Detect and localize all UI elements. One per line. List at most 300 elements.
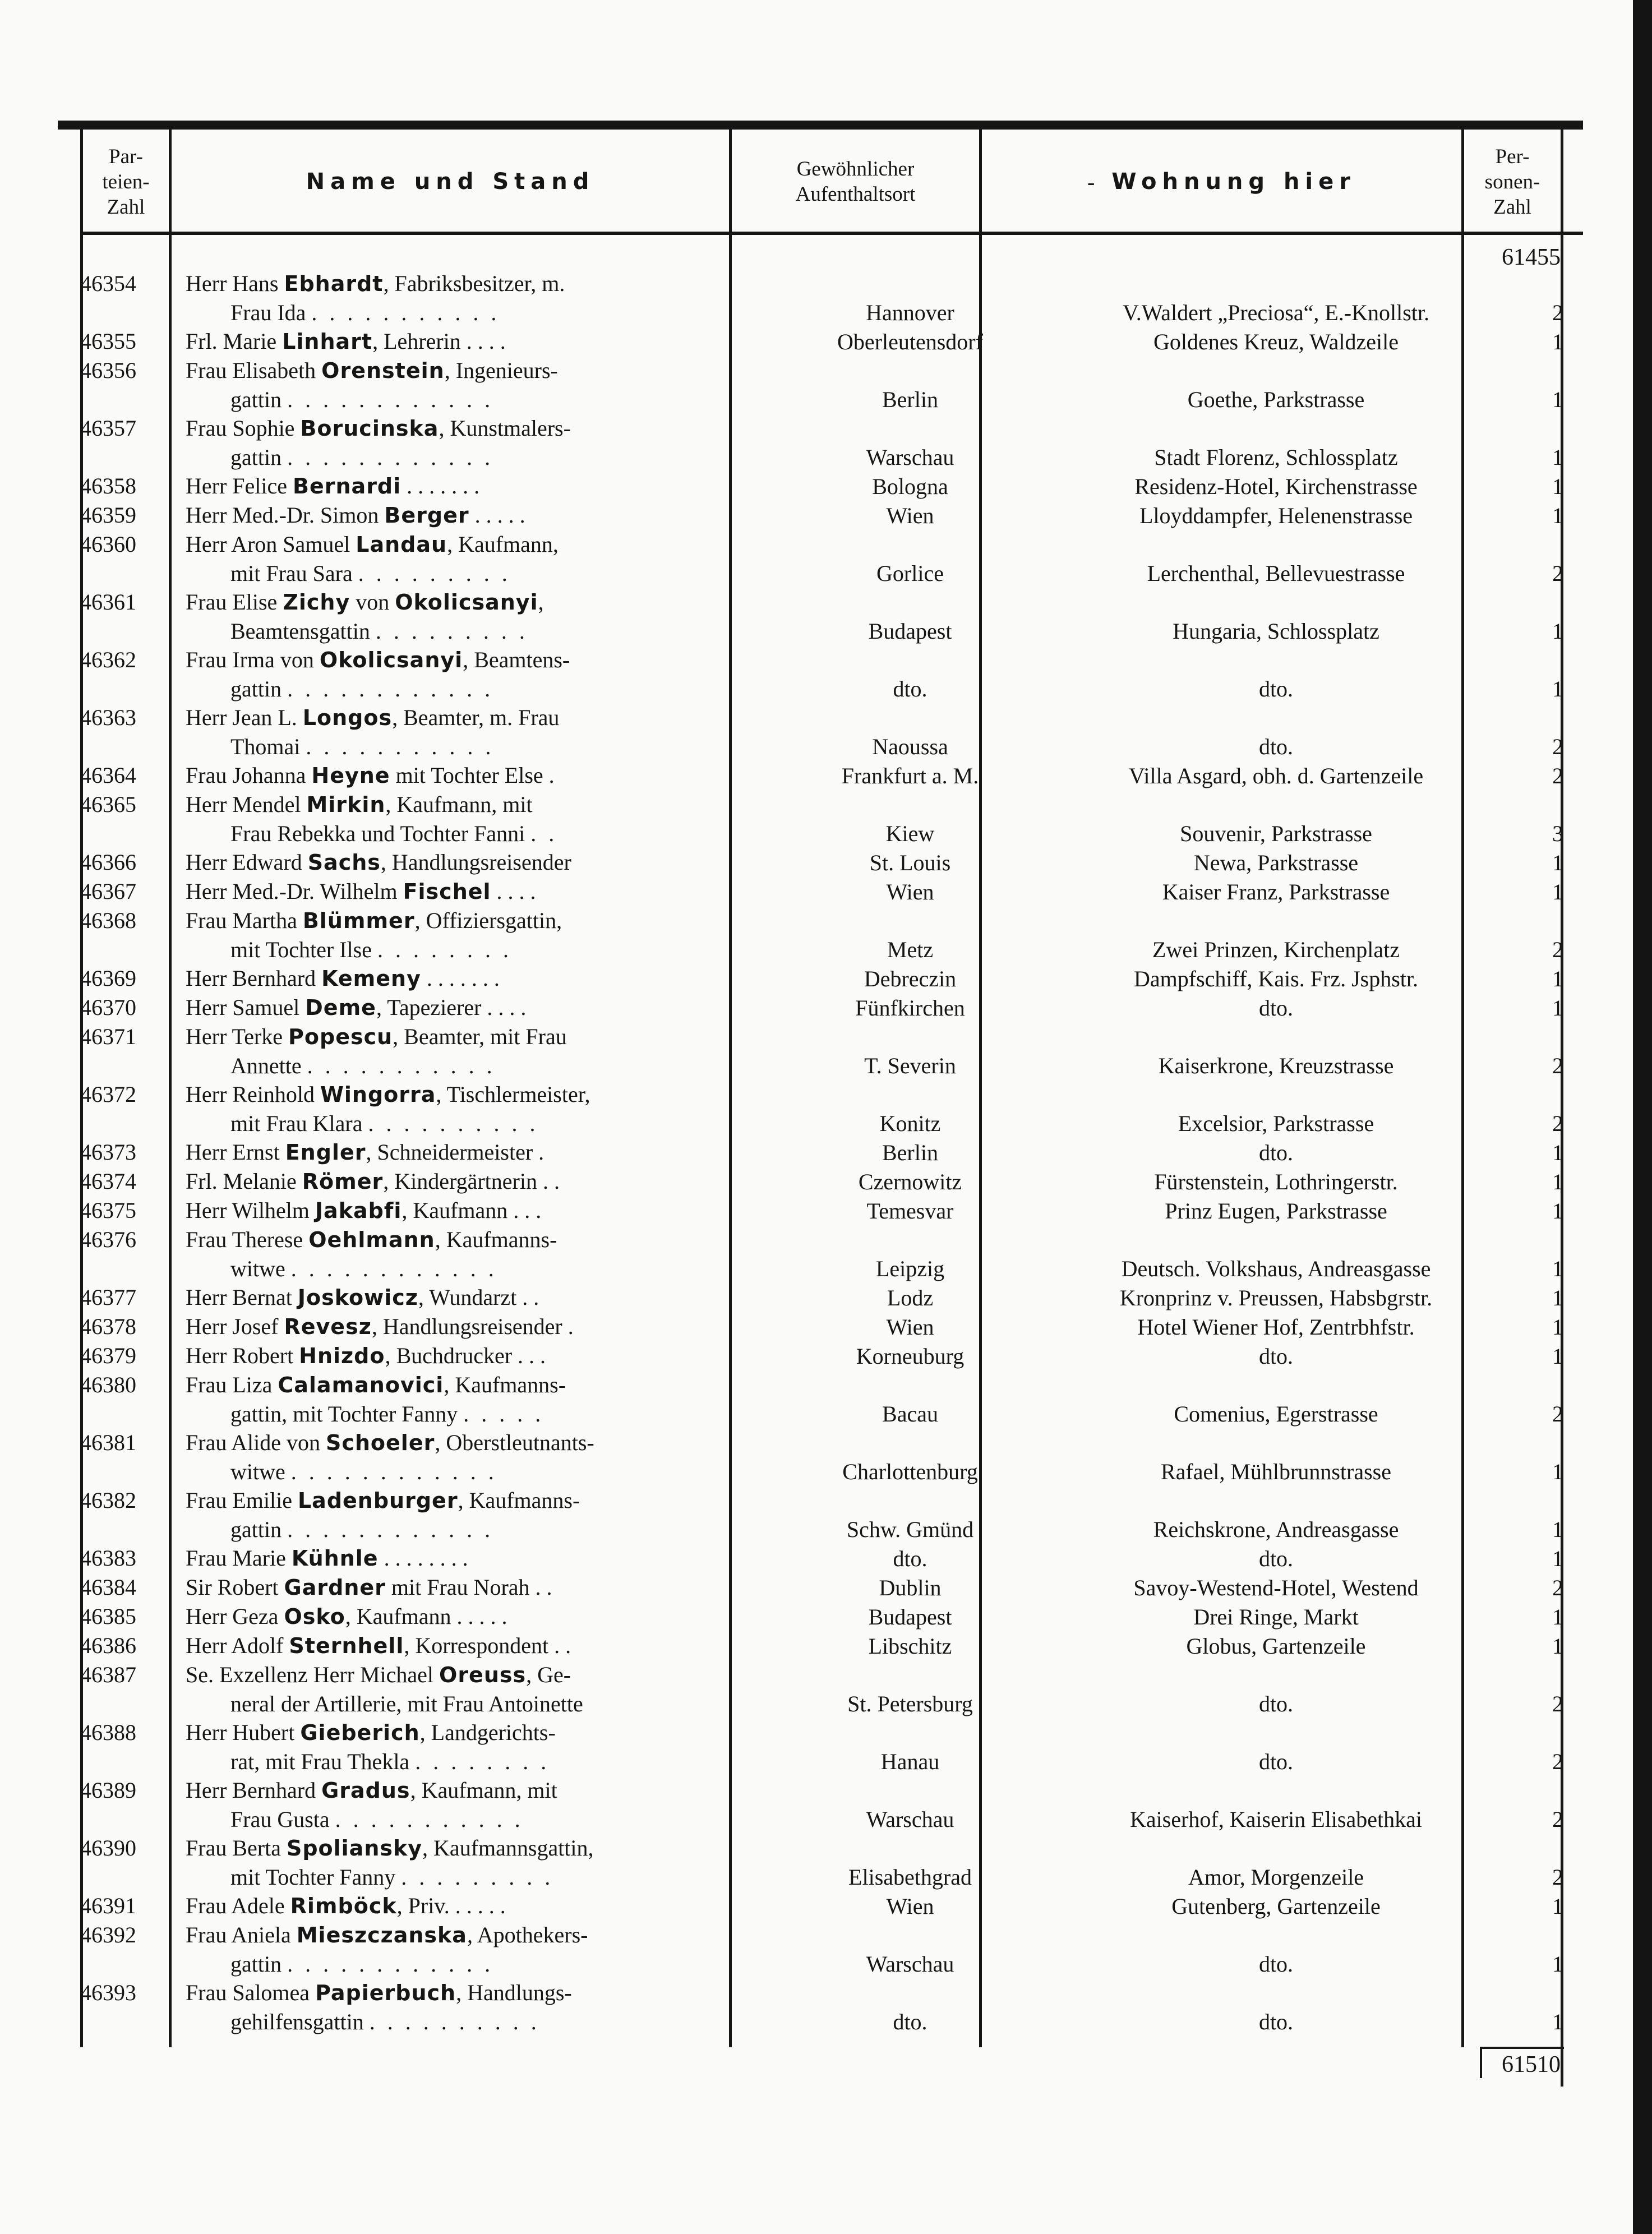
page-sum: 61510	[1480, 2047, 1564, 2078]
surname: Heyne	[311, 763, 390, 788]
usual-residence: Metz	[887, 936, 934, 962]
surname: Oreuss	[439, 1663, 527, 1687]
person-count-cell	[1527, 1167, 1563, 1196]
header-parteien-zahl: Par- teien- Zahl	[102, 145, 150, 219]
person-count-cell	[1527, 1978, 1563, 2036]
name-line	[186, 1167, 560, 1197]
party-number: 46360	[80, 532, 136, 557]
surname: Longos	[302, 705, 393, 730]
table-row	[58, 1283, 1583, 1312]
party-number: 46373	[80, 1139, 136, 1165]
person-count-cell	[1527, 790, 1563, 848]
usual-residence: Kiew	[885, 820, 935, 846]
party-number: 46380	[80, 1372, 136, 1397]
name-line	[186, 1080, 590, 1110]
residence-cell	[790, 1486, 1031, 1544]
surname: Linhart	[282, 329, 373, 354]
lodging-cell	[1045, 1718, 1507, 1776]
lodging-address: Hotel Wiener Hof, Zentrbhfstr.	[1137, 1314, 1415, 1340]
person-count-cell	[1527, 1022, 1563, 1080]
table-row	[58, 1891, 1583, 1921]
party-number: 46367	[80, 879, 136, 904]
person-count: 1	[1552, 1633, 1563, 1659]
party-number-cell	[80, 703, 174, 761]
table-row	[58, 1978, 1583, 2036]
residence-cell	[790, 1544, 1031, 1573]
usual-residence: Schw. Gmünd	[846, 1516, 974, 1542]
surname: Wingorra	[320, 1082, 436, 1107]
lodging-address: Prinz Eugen, Parkstrasse	[1165, 1198, 1387, 1224]
person-count: 1	[1552, 1285, 1563, 1310]
usual-residence: Wien	[886, 502, 934, 528]
surname: Ebhardt	[284, 271, 384, 296]
name-text: , Buchdrucker . . .	[385, 1343, 546, 1368]
header-wohnung-label: Wohnung hier	[1111, 168, 1356, 195]
surname: Jakabfi	[315, 1198, 402, 1223]
name-line	[186, 472, 479, 501]
name-line	[186, 1428, 594, 1458]
person-count: 2	[1552, 299, 1563, 325]
ledger-table	[58, 121, 1583, 2103]
name-text: Herr Hubert	[186, 1720, 301, 1745]
name-text: , Lehrerin . . . .	[372, 329, 506, 354]
table-row	[58, 1921, 1583, 1978]
name-text: , Kaufmanns-	[458, 1488, 580, 1513]
name-text: Se. Exzellenz Herr Michael	[186, 1662, 440, 1687]
table-row	[58, 472, 1583, 501]
usual-residence: Libschitz	[868, 1633, 952, 1659]
party-number-cell	[80, 1776, 174, 1834]
table-row	[58, 790, 1583, 848]
person-count: 1	[1552, 966, 1563, 991]
person-count-cell	[1527, 356, 1563, 414]
name-text: Frau Elisabeth	[186, 358, 322, 383]
table-row	[58, 906, 1583, 964]
party-number-cell	[80, 1370, 174, 1428]
name-line	[186, 1921, 588, 1950]
person-count-cell	[1527, 472, 1563, 501]
party-number: 46389	[80, 1778, 136, 1803]
surname: Engler	[285, 1140, 366, 1165]
leader-dots: . . . . . . . . .	[358, 560, 511, 586]
person-count-cell	[1527, 1370, 1563, 1428]
name-text: Herr Terke	[186, 1024, 289, 1049]
lodging-address: dto.	[1258, 1343, 1294, 1369]
name-cell	[186, 1370, 777, 1428]
party-number-cell	[80, 588, 174, 645]
usual-residence: Charlottenburg	[842, 1458, 978, 1484]
name-line	[186, 877, 536, 907]
surname: Gardner	[284, 1575, 386, 1600]
party-number-cell	[80, 877, 174, 906]
name-text: , Kaufmann, mit	[410, 1778, 557, 1803]
leader-dots: . . . . . . . .	[377, 936, 512, 962]
residence-cell	[790, 1196, 1031, 1225]
residence-cell	[790, 1602, 1031, 1631]
person-count: 2	[1552, 733, 1563, 759]
person-count: 1	[1552, 1256, 1563, 1281]
name-line	[186, 1573, 552, 1603]
name-cell	[186, 906, 777, 964]
name-cell	[186, 1138, 777, 1167]
name-line	[186, 1312, 574, 1342]
person-count: 1	[1552, 1343, 1563, 1369]
person-count: 2	[1552, 1110, 1563, 1136]
name-line	[186, 269, 565, 299]
lodging-address: Amor, Morgenzeile	[1188, 1864, 1364, 1890]
party-number: 46368	[80, 908, 136, 933]
name-text: Herr Bernhard	[186, 966, 322, 991]
lodging-cell	[1045, 906, 1507, 964]
usual-residence: Hannover	[866, 299, 954, 325]
usual-residence: Naoussa	[872, 733, 948, 759]
name-text: , Ingenieurs-	[444, 358, 558, 383]
lodging-cell	[1045, 645, 1507, 703]
person-count-cell	[1527, 1428, 1563, 1486]
top-rule	[58, 121, 1583, 130]
entry-list	[58, 269, 1583, 2036]
name-cell	[186, 1196, 777, 1225]
lodging-address: Reichskrone, Andreasgasse	[1153, 1516, 1399, 1542]
name-text: Frau Sophie	[186, 416, 301, 441]
party-number-cell	[80, 1341, 174, 1370]
table-row	[58, 1225, 1583, 1283]
lodging-cell	[1045, 1370, 1507, 1428]
name-line	[186, 761, 555, 791]
name-text: , Kaufmanns-	[435, 1227, 557, 1252]
usual-residence: Warschau	[866, 444, 954, 470]
leader-dots: . . . . .	[463, 1401, 544, 1427]
name-continuation-text: gattin	[230, 386, 282, 412]
party-number-cell	[80, 1138, 174, 1167]
person-count-cell	[1527, 761, 1563, 790]
usual-residence: Budapest	[868, 1604, 952, 1630]
usual-residence: Berlin	[882, 1139, 938, 1165]
name-continuation-text: mit Tochter Ilse	[230, 936, 372, 962]
residence-cell	[790, 1573, 1031, 1602]
name-text: Herr Felice	[186, 473, 293, 499]
residence-cell	[790, 790, 1031, 848]
person-count-cell	[1527, 1834, 1563, 1891]
person-count: 1	[1552, 1314, 1563, 1340]
name-text: Herr Robert	[186, 1343, 299, 1368]
residence-cell	[790, 1776, 1031, 1834]
residence-cell	[790, 1022, 1031, 1080]
surname: Rimböck	[290, 1894, 397, 1918]
name-line	[186, 1022, 567, 1052]
usual-residence: Leipzig	[875, 1256, 945, 1281]
name-line	[186, 1660, 571, 1690]
person-count: 2	[1552, 560, 1563, 586]
person-count: 1	[1552, 1169, 1563, 1194]
name-continuation	[230, 385, 493, 414]
header-wohnung-hier	[982, 132, 1461, 232]
surname: Borucinska	[300, 416, 439, 441]
party-number-cell	[80, 327, 174, 356]
name-continuation-text: mit Frau Klara	[230, 1110, 363, 1136]
party-number: 46363	[80, 705, 136, 730]
lodging-address: Goldenes Kreuz, Waldzeile	[1153, 329, 1399, 354]
party-number-cell	[80, 1660, 174, 1718]
party-number: 46362	[80, 647, 136, 672]
name-text: . . . . .	[469, 502, 525, 528]
name-text: Herr Jean L.	[186, 705, 303, 730]
name-cell	[186, 1544, 777, 1573]
name-continuation-text: neral der Artillerie, mit Frau Antoinette	[230, 1691, 583, 1716]
leader-dots: . . . . . . . .	[415, 1748, 550, 1774]
name-text: , Handlungsreisender .	[371, 1314, 574, 1339]
person-count-cell	[1527, 327, 1563, 356]
party-number-cell	[80, 993, 174, 1022]
name-text: , Landgerichts-	[419, 1720, 556, 1745]
name-cell	[186, 964, 777, 993]
name-continuation	[230, 1457, 497, 1487]
name-text: , Beamter, mit Frau	[393, 1024, 567, 1049]
name-text: Frau Therese	[186, 1227, 309, 1252]
name-cell	[186, 1891, 777, 1921]
name-text: Frau Emilie	[186, 1488, 298, 1513]
table-row	[58, 964, 1583, 993]
name-text: , Apothekers-	[467, 1922, 588, 1947]
party-number-cell	[80, 1283, 174, 1312]
name-text: mit Tochter Else .	[390, 763, 555, 788]
name-line	[186, 906, 562, 936]
lodging-cell	[1045, 1602, 1507, 1631]
leader-dots: . . . . . . . . . . . .	[290, 1256, 497, 1281]
party-number: 46361	[80, 589, 136, 615]
name-cell	[186, 877, 777, 906]
lodging-address: Stadt Florenz, Schlossplatz	[1154, 444, 1398, 470]
surname: Deme	[305, 995, 376, 1020]
usual-residence: Hanau	[880, 1748, 940, 1774]
person-count-cell	[1527, 1921, 1563, 1978]
lodging-cell	[1045, 588, 1507, 645]
name-cell	[186, 1660, 777, 1718]
person-count: 1	[1552, 386, 1563, 412]
lodging-cell	[1045, 530, 1507, 588]
party-number-cell	[80, 790, 174, 848]
lodging-cell	[1045, 761, 1507, 790]
usual-residence: Gorlice	[876, 560, 944, 586]
lodging-address: Drei Ringe, Markt	[1193, 1604, 1359, 1630]
name-cell	[186, 1312, 777, 1341]
name-line	[186, 1834, 594, 1863]
name-continuation	[230, 1400, 544, 1429]
lodging-cell	[1045, 1544, 1507, 1573]
party-number: 46390	[80, 1835, 136, 1861]
name-cell	[186, 414, 777, 472]
person-count: 2	[1552, 1748, 1563, 1774]
party-number-cell	[80, 848, 174, 877]
table-row	[58, 501, 1583, 530]
name-text: Herr Ernst	[186, 1139, 285, 1165]
party-number: 46377	[80, 1285, 136, 1310]
surname: Popescu	[288, 1024, 393, 1049]
name-cell	[186, 1167, 777, 1196]
person-count: 2	[1552, 1575, 1563, 1600]
surname: Okolicsanyi	[395, 590, 538, 615]
name-line	[186, 703, 559, 733]
surname: Sachs	[307, 850, 381, 875]
name-continuation-text: Frau Rebekka und Tochter Fanni	[230, 820, 525, 846]
lodging-address: Excelsior, Parkstrasse	[1178, 1110, 1374, 1136]
usual-residence: Wien	[886, 879, 934, 904]
name-line	[186, 1602, 507, 1632]
name-cell	[186, 790, 777, 848]
name-cell	[186, 703, 777, 761]
surname: Ladenburger	[297, 1488, 458, 1513]
name-cell	[186, 1921, 777, 1978]
name-line	[186, 1341, 546, 1371]
residence-cell	[790, 588, 1031, 645]
leader-dots: . . . . . . . . . . .	[306, 733, 495, 759]
name-continuation	[230, 1109, 539, 1138]
name-text: Herr Bernat	[186, 1285, 298, 1310]
lodging-cell	[1045, 1080, 1507, 1138]
party-number: 46371	[80, 1024, 136, 1049]
lodging-cell	[1045, 1167, 1507, 1196]
party-number-cell	[80, 1167, 174, 1196]
name-text: , Kaufmanns-	[444, 1372, 566, 1397]
name-line	[186, 1370, 566, 1400]
name-text: Herr Mendel	[186, 792, 307, 817]
name-continuation-text: Thomai	[230, 733, 301, 759]
name-text: Herr Med.-Dr. Simon	[186, 502, 385, 528]
lodging-cell	[1045, 414, 1507, 472]
residence-cell	[790, 356, 1031, 414]
name-text: , Handlungsreisender	[380, 850, 571, 875]
residence-cell	[790, 906, 1031, 964]
surname: Zichy	[283, 590, 350, 615]
lodging-cell	[1045, 327, 1507, 356]
name-text: , Offiziersgattin,	[414, 908, 562, 933]
name-cell	[186, 1428, 777, 1486]
lodging-address: dto.	[1258, 1748, 1294, 1774]
person-count: 1	[1552, 1139, 1563, 1165]
name-continuation	[230, 1515, 493, 1544]
surname: Osko	[284, 1604, 345, 1629]
name-continuation	[230, 1254, 497, 1284]
residence-cell	[790, 1225, 1031, 1283]
residence-cell	[790, 501, 1031, 530]
leader-dots: . .	[530, 820, 558, 846]
name-text: , Korrespondent . .	[404, 1633, 571, 1658]
name-text: , Kindergärtnerin . .	[383, 1169, 560, 1194]
party-number-cell	[80, 1225, 174, 1283]
person-count-cell	[1527, 269, 1563, 327]
name-continuation	[230, 298, 500, 327]
person-count: 1	[1552, 1951, 1563, 1977]
name-text: Frau Irma von	[186, 647, 320, 672]
usual-residence: Dublin	[879, 1575, 942, 1600]
lodging-cell	[1045, 472, 1507, 501]
name-continuation	[230, 1805, 524, 1834]
surname: Landau	[356, 532, 447, 557]
table-row	[58, 1428, 1583, 1486]
lodging-cell	[1045, 703, 1507, 761]
name-continuation-text: gattin	[230, 1516, 282, 1542]
name-cell	[186, 993, 777, 1022]
table-row	[58, 1631, 1583, 1660]
person-count: 1	[1552, 1893, 1563, 1919]
party-number: 46385	[80, 1604, 136, 1629]
name-text: Frau Berta	[186, 1835, 287, 1861]
lodging-cell	[1045, 1573, 1507, 1602]
name-continuation	[230, 1950, 493, 1979]
name-text: , Kaufmannsgattin,	[422, 1835, 594, 1861]
name-line	[186, 1718, 556, 1748]
party-number: 46370	[80, 995, 136, 1020]
person-count: 1	[1552, 329, 1563, 354]
lodging-cell	[1045, 1891, 1507, 1921]
name-text: , Kaufmann, mit	[385, 792, 533, 817]
lodging-cell	[1045, 1776, 1507, 1834]
lodging-cell	[1045, 1631, 1507, 1660]
table-row	[58, 414, 1583, 472]
name-text: . . . . . . .	[421, 966, 500, 991]
party-number-cell	[80, 1196, 174, 1225]
party-number: 46357	[80, 416, 136, 441]
header-dash: -	[1087, 169, 1095, 195]
surname: Calamanovici	[278, 1373, 444, 1397]
residence-cell	[790, 472, 1031, 501]
name-cell	[186, 472, 777, 501]
residence-cell	[790, 848, 1031, 877]
name-text: Frau Liza	[186, 1372, 278, 1397]
leader-dots: . . . . . . . . . .	[368, 1110, 539, 1136]
person-count: 3	[1552, 820, 1563, 846]
name-continuation-text: Annette	[230, 1053, 302, 1078]
person-count: 1	[1552, 1198, 1563, 1224]
person-count-cell	[1527, 993, 1563, 1022]
name-continuation-text: Beamtensgattin	[230, 618, 370, 644]
table-row	[58, 1718, 1583, 1776]
carried-total: 61455	[1502, 244, 1561, 270]
name-text: Frl. Melanie	[186, 1169, 302, 1194]
name-text: , Kunstmalers-	[439, 416, 571, 441]
lodging-cell	[1045, 1283, 1507, 1312]
header-name-und-stand: Name und Stand	[306, 168, 595, 195]
lodging-cell	[1045, 848, 1507, 877]
person-count-cell	[1527, 501, 1563, 530]
lodging-address: Kronprinz v. Preussen, Habsbgrstr.	[1119, 1285, 1433, 1310]
lodging-cell	[1045, 1196, 1507, 1225]
party-number-cell	[80, 1921, 174, 1978]
party-number-cell	[80, 1978, 174, 2036]
name-text: Frau Salomea	[186, 1980, 316, 2005]
person-count-cell	[1527, 964, 1563, 993]
party-number-cell	[80, 1312, 174, 1341]
usual-residence: Wien	[886, 1893, 934, 1919]
name-cell	[186, 269, 777, 327]
residence-cell	[790, 1921, 1031, 1978]
surname: Gradus	[321, 1778, 410, 1803]
name-continuation-text: Frau Gusta	[230, 1806, 330, 1832]
usual-residence: St. Louis	[869, 850, 951, 875]
name-text: Frau Adele	[186, 1893, 290, 1918]
name-line	[186, 1225, 557, 1255]
party-number: 46388	[80, 1720, 136, 1745]
name-line	[186, 1978, 572, 2008]
lodging-cell	[1045, 1341, 1507, 1370]
lodging-address: Goethe, Parkstrasse	[1187, 386, 1365, 412]
surname: Römer	[302, 1169, 384, 1194]
table-row	[58, 356, 1583, 414]
surname: Hnizdo	[299, 1344, 385, 1368]
name-line	[186, 588, 544, 617]
residence-cell	[790, 1138, 1031, 1167]
person-count-cell	[1527, 1631, 1563, 1660]
